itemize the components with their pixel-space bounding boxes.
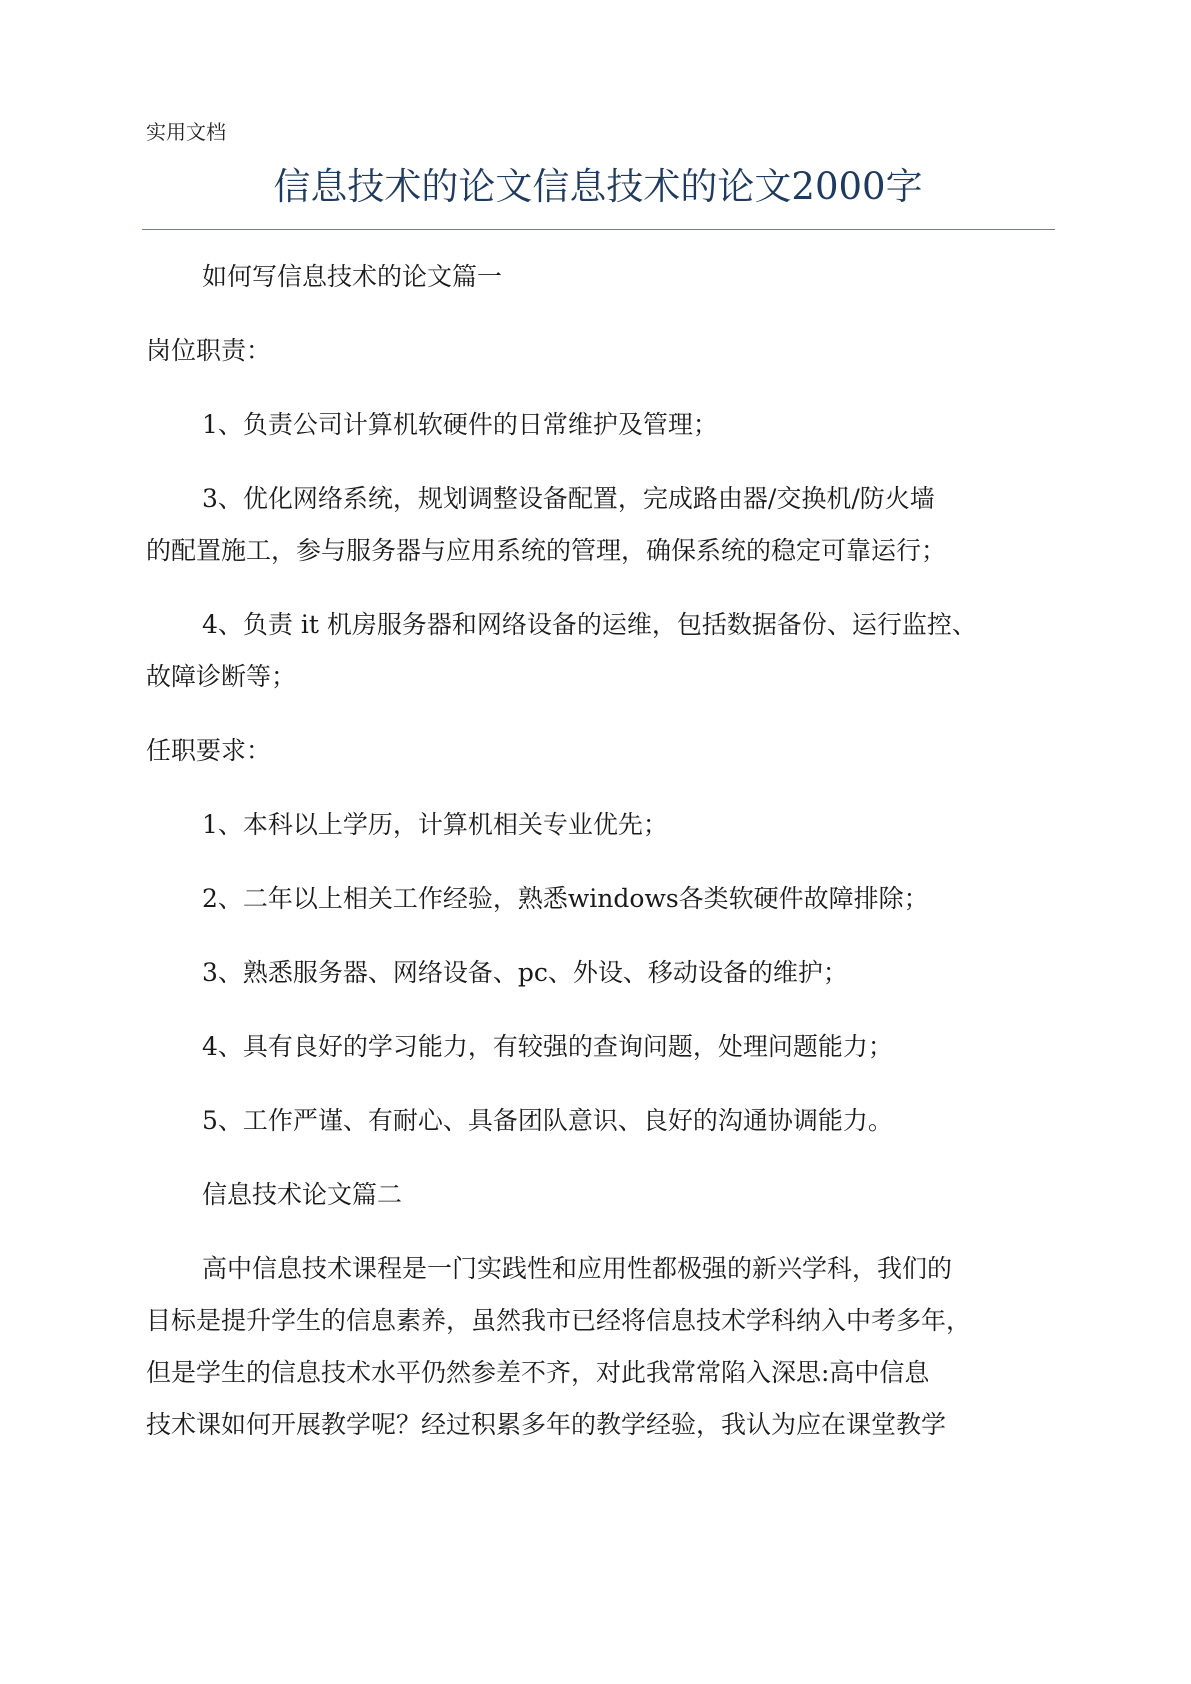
paragraph-line: 岗位职责： [146, 336, 272, 365]
paragraph-line: 目标是提升学生的信息素养，虽然我市已经将信息技术学科纳入中考多年， [146, 1306, 972, 1335]
section-heading [146, 1176, 1086, 1214]
paragraph [146, 806, 1086, 844]
paragraph-line: 5、工作严谨、有耐心、具备团队意识、良好的沟通协调能力。 [202, 1106, 893, 1135]
paragraph [146, 406, 1086, 444]
paragraph-line: 技术课如何开展教学呢？经过积累多年的教学经验，我认为应在课堂教学 [146, 1410, 947, 1439]
paragraph-line: 任职要求： [146, 736, 272, 765]
paragraph-line: 2、二年以上相关工作经验，熟悉windows各类软硬件故障排除； [202, 884, 929, 913]
paragraph [146, 606, 1086, 644]
paragraph-line: 但是学生的信息技术水平仍然参差不齐，对此我常常陷入深思:高中信息 [146, 1358, 930, 1387]
paragraph-continuation [146, 1302, 1086, 1340]
paragraph-line: 如何写信息技术的论文篇一 [202, 262, 503, 291]
paragraph-line: 3、熟悉服务器、网络设备、pc、外设、移动设备的维护； [202, 958, 848, 987]
paragraph [146, 880, 1086, 918]
paragraph-continuation [146, 1406, 1086, 1444]
paragraph-continuation [146, 1354, 1086, 1392]
paragraph [146, 1250, 1086, 1288]
paragraph-line: 4、具有良好的学习能力，有较强的查询问题，处理问题能力； [202, 1032, 893, 1061]
paragraph [146, 1028, 1086, 1066]
paragraph-line: 1、本科以上学历，计算机相关专业优先； [202, 810, 668, 839]
paragraph-line: 4、负责 it 机房服务器和网络设备的运维，包括数据备份、运行监控、 [202, 610, 977, 639]
paragraph-continuation [146, 658, 1086, 696]
paragraph [146, 332, 1086, 370]
paragraph [146, 480, 1086, 518]
paragraph-line: 3、优化网络系统，规划调整设备配置，完成路由器/交换机/防火墙 [202, 484, 935, 513]
paragraph [146, 258, 1086, 296]
paragraph-line: 故障诊断等； [146, 662, 297, 691]
document-title: 信息技术的论文信息技术的论文2000字 [273, 165, 923, 208]
paragraph-line: 信息技术论文篇二 [202, 1180, 403, 1209]
document-body [146, 258, 1086, 1444]
paragraph-line: 高中信息技术课程是一门实践性和应用性都极强的新兴学科，我们的 [202, 1254, 953, 1283]
paragraph [146, 1102, 1086, 1140]
title-divider [142, 229, 1055, 230]
header-label: 实用文档 [146, 120, 226, 144]
paragraph [146, 954, 1086, 992]
paragraph-line: 1、负责公司计算机软硬件的日常维护及管理； [202, 410, 718, 439]
paragraph [146, 732, 1086, 770]
paragraph-line: 的配置施工，参与服务器与应用系统的管理，确保系统的稳定可靠运行； [146, 536, 947, 565]
paragraph-continuation [146, 532, 1086, 570]
